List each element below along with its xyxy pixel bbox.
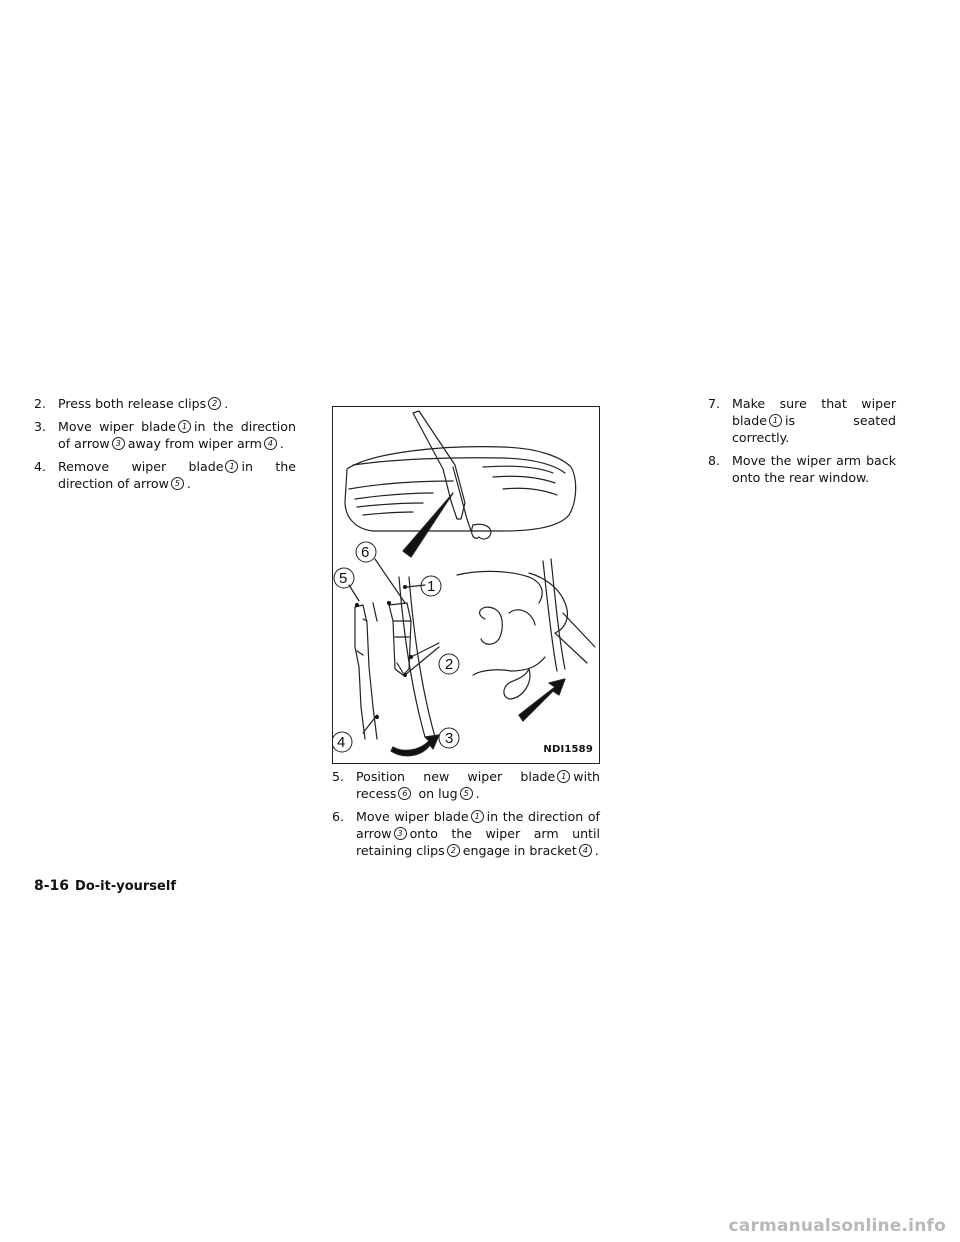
callout-marker: 5 xyxy=(171,477,184,490)
step-8: 8. Move the wiper arm back onto the rear window. xyxy=(708,453,896,485)
callout-label-1: 1 xyxy=(427,578,436,595)
text-column-left xyxy=(34,395,296,498)
callout-marker: 6 xyxy=(398,787,411,800)
step-6: 6. Move wiper blade 1 in the direction of arrow 3 onto the wiper arm until retaining clips 2 engage in bracket 4 . xyxy=(332,809,600,858)
callout-marker: 1 xyxy=(225,460,238,473)
callout-marker: 1 xyxy=(178,420,191,433)
callout-marker: 2 xyxy=(447,844,460,857)
callout-marker: 3 xyxy=(112,437,125,450)
callout-marker: 1 xyxy=(769,414,782,427)
callout-marker: 4 xyxy=(264,437,277,450)
wiper-illustration xyxy=(333,407,599,763)
step-3: 3. Move wiper blade 1 in the direction of arrow 3 away from wiper arm 4 . xyxy=(34,419,296,451)
wiper-blade-figure xyxy=(332,406,600,764)
step-2: 2. Press both release clips 2 . xyxy=(34,396,229,411)
text-column-middle xyxy=(332,406,600,865)
callout-marker: 3 xyxy=(394,827,407,840)
section-title: Do-it-yourself xyxy=(75,879,176,894)
callout-marker: 4 xyxy=(579,844,592,857)
callout-marker: 1 xyxy=(471,810,484,823)
step-5: 5. Position new wiper blade 1 with recess 6 on lug 5 . xyxy=(332,769,600,801)
watermark: carmanualsonline.info xyxy=(728,1216,946,1236)
step-4: 4. Remove wiper blade 1 in the direction of arrow 5 . xyxy=(34,459,296,491)
callout-label-4: 4 xyxy=(337,734,346,751)
callout-label-2: 2 xyxy=(445,656,454,673)
figure-id: NDI1589 xyxy=(543,744,593,755)
callout-marker: 5 xyxy=(460,787,473,800)
callout-marker: 1 xyxy=(557,770,570,783)
page-footer xyxy=(34,878,176,894)
callout-marker: 2 xyxy=(208,397,221,410)
callout-label-6: 6 xyxy=(361,544,370,561)
callout-label-3: 3 xyxy=(445,730,454,747)
step-7: 7. Make sure that wiper blade 1 is seated correctly. xyxy=(708,396,896,445)
callout-label-5: 5 xyxy=(339,570,348,587)
page-number: 8-16 xyxy=(34,878,70,894)
text-column-right xyxy=(708,395,896,492)
